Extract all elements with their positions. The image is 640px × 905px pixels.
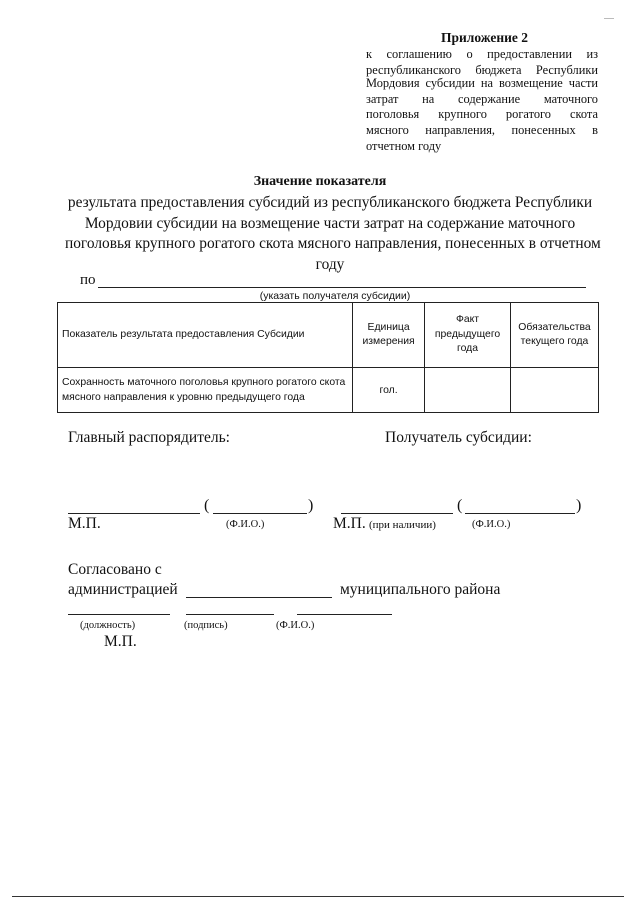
if-available-note: (при наличии): [369, 519, 436, 531]
close-paren: ): [576, 497, 582, 514]
indicator-table: [57, 302, 599, 413]
recipient-fio-line[interactable]: [465, 513, 575, 514]
manager-fio-line[interactable]: [213, 513, 307, 514]
subtitle-line: результата предоставления субсидий из республиканского бюджета Республики: [67, 194, 593, 211]
recipient-prefix: по: [80, 272, 96, 288]
subtitle-line: поголовья крупного рогатого скота мясного направления, понесенных в отчетном: [65, 235, 601, 253]
document-subtitle: [65, 193, 601, 275]
fio-line[interactable]: [297, 614, 392, 615]
municipality-blank-line[interactable]: [186, 597, 332, 598]
municipal-district-label: муниципального района: [340, 581, 501, 598]
agreed-label: Согласовано с: [68, 561, 162, 578]
signature-caption: (подпись): [184, 620, 228, 631]
subtitle-line: Мордовии субсидии на возмещение части затрат на содержание маточного: [84, 214, 576, 232]
appendix-line: Мордовия субсидии на возмещение части: [366, 76, 598, 91]
recipient-signature-line[interactable]: [341, 513, 453, 514]
subtitle-line: году: [315, 255, 345, 273]
position-caption: (должность): [80, 620, 136, 631]
document-heading: Значение показателя: [253, 174, 387, 189]
table-row: [58, 368, 599, 413]
signature-line[interactable]: [186, 614, 274, 615]
recipient-blank-line[interactable]: [98, 287, 586, 288]
open-paren: (: [457, 497, 463, 514]
cell-unit: гол.: [353, 368, 425, 413]
manager-fio-caption: (Ф.И.О.): [226, 519, 265, 530]
open-paren: (: [204, 497, 210, 514]
appendix-line: мясного направления, понесенных в: [366, 122, 598, 137]
header-obligation: Обязательства текущего года: [511, 303, 599, 368]
recipient-label: Получатель субсидии:: [385, 429, 532, 446]
main-manager-label: Главный распорядитель:: [68, 429, 230, 446]
cell-obligation[interactable]: [511, 368, 599, 413]
stamp-place-recipient: М.П.: [333, 515, 366, 532]
fio-caption: (Ф.И.О.): [276, 620, 315, 631]
cell-fact[interactable]: [425, 368, 511, 413]
bottom-rule: [12, 896, 624, 897]
header-indicator: Показатель результата предоставления Субсидии: [58, 303, 353, 368]
header-fact: Факт предыдущего года: [425, 303, 511, 368]
manager-signature-line[interactable]: [68, 513, 200, 514]
stamp-place-agreement: М.П.: [104, 633, 137, 650]
appendix-line: республиканского бюджета Республики: [366, 62, 598, 77]
table-header-row: [58, 303, 599, 368]
appendix-title: Приложение 2: [441, 30, 529, 45]
appendix-line: к соглашению о предоставлении из: [366, 47, 598, 61]
position-line[interactable]: [68, 614, 170, 615]
appendix-line: отчетном году: [366, 138, 442, 153]
appendix-line: поголовья крупного рогатого скота: [366, 107, 598, 122]
recipient-fio-caption: (Ф.И.О.): [472, 519, 511, 530]
cell-indicator: Сохранность маточного поголовья крупного рогатого скота мясного направления к уровню предыдущего года: [58, 368, 353, 413]
header-unit: Единица измерения: [353, 303, 425, 368]
recipient-hint: (указать получателя субсидии): [259, 290, 411, 302]
appendix-text: [366, 47, 598, 154]
close-paren: ): [308, 497, 314, 514]
corner-mark: [604, 18, 614, 19]
appendix-line: затрат на содержание маточного: [366, 91, 598, 106]
administration-label: администрацией: [68, 581, 178, 598]
stamp-place-manager: М.П.: [68, 515, 101, 532]
